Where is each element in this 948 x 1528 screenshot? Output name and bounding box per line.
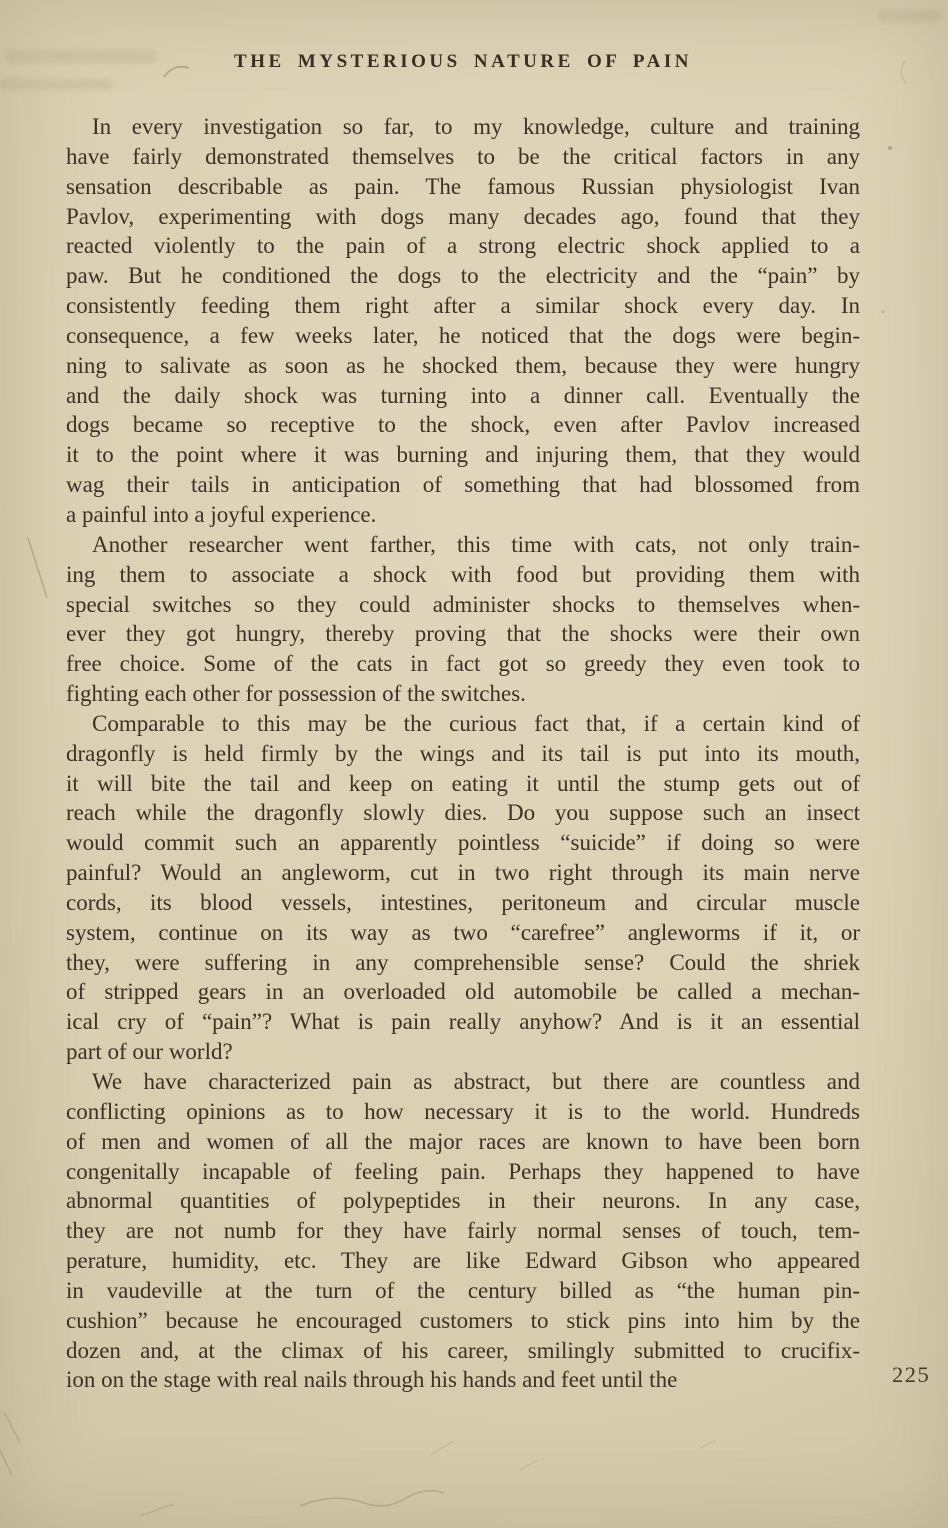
text-line: ever they got hungry, thereby proving that the shocks were their own	[66, 621, 860, 647]
text-line: abnormal quantities of polypeptides in their neurons. In any case,	[66, 1188, 860, 1214]
bleed-through-mark	[878, 10, 940, 22]
text-line: paw. But he conditioned the dogs to the electricity and the “pain” by	[66, 263, 860, 289]
text-line: congenitally incapable of feeling pain. Perhaps they happened to have	[66, 1158, 860, 1184]
text-line: would commit such an apparently pointless “suicide” if doing so were	[66, 830, 860, 856]
text-line: of men and women of all the major races are known to have been born	[66, 1128, 860, 1154]
text-line: Another researcher went farther, this time with cats, not only train-	[92, 531, 860, 557]
bleed-through-mark	[0, 79, 112, 90]
page-number: 225	[892, 1362, 931, 1387]
text-line: they are not numb for they have fairly normal senses of touch, tem-	[66, 1218, 860, 1244]
text-line: of stripped gears in an overloaded old automobile be called a mechan-	[66, 979, 860, 1005]
text-line: system, continue on its way as two “carefree” angleworms if it, or	[66, 919, 860, 945]
text-line: a painful into a joyful experience.	[66, 501, 377, 527]
text-line: dozen and, at the climax of his career, smilingly submitted to crucifix-	[66, 1337, 860, 1363]
text-line: ical cry of “pain”? What is pain really anyhow? And is it an essential	[66, 1009, 860, 1035]
text-line: in vaudeville at the turn of the century billed as “the human pin-	[66, 1277, 860, 1303]
running-header: THE MYSTERIOUS NATURE OF PAIN	[234, 51, 692, 72]
text-line: cushion” because he encouraged customers to stick pins into him by the	[66, 1307, 860, 1333]
text-line: fighting each other for possession of the switches.	[66, 681, 526, 707]
text-line: wag their tails in anticipation of something that had blossomed from	[66, 472, 860, 498]
text-line: it will bite the tail and keep on eating it until the stump gets out of	[66, 770, 860, 796]
text-line: free choice. Some of the cats in fact got so greedy they even took to	[66, 651, 860, 677]
text-line: reach while the dragonfly slowly dies. Do you suppose such an insect	[66, 800, 860, 826]
text-line: it to the point where it was burning and injuring them, that they would	[66, 442, 860, 468]
text-line: We have characterized pain as abstract, but there are countless and	[92, 1069, 860, 1094]
text-line: Pavlov, experimenting with dogs many decades ago, found that they	[66, 203, 860, 229]
text-line: conflicting opinions as to how necessary it is to the world. Hundreds	[66, 1098, 860, 1124]
text-line: ning to salivate as soon as he shocked them, because they were hungry	[66, 352, 860, 378]
paragraph	[66, 530, 860, 709]
text-line: part of our world?	[66, 1039, 233, 1065]
paragraph	[66, 112, 860, 530]
paragraph	[66, 1067, 860, 1395]
text-line: dragonfly is held firmly by the wings and its tail is put into its mouth,	[66, 740, 860, 766]
text-line: perature, humidity, etc. They are like Edward Gibson who appeared	[66, 1248, 860, 1274]
text-line: have fairly demonstrated themselves to be the critical factors in any	[66, 143, 860, 169]
text-line: In every investigation so far, to my knowledge, culture and training	[92, 114, 860, 139]
text-line: sensation describable as pain. The famous Russian physiologist Ivan	[66, 173, 860, 199]
text-line: cords, its blood vessels, intestines, peritoneum and circular muscle	[66, 889, 860, 915]
text-line: they, were suffering in any comprehensible sense? Could the shriek	[66, 949, 860, 975]
text-line: ing them to associate a shock with food but providing them with	[66, 561, 860, 587]
text-line: and the daily shock was turning into a dinner call. Eventually the	[66, 382, 860, 408]
text-line: consequence, a few weeks later, he noticed that the dogs were begin-	[66, 322, 860, 348]
text-line: painful? Would an angleworm, cut in two right through its main nerve	[66, 860, 860, 886]
paragraph	[66, 709, 860, 1067]
text-line: Comparable to this may be the curious fact that, if a certain kind of	[92, 710, 860, 736]
text-line: reacted violently to the pain of a strong electric shock applied to a	[66, 233, 860, 259]
text-line: ion on the stage with real nails through his hands and feet until the	[66, 1367, 678, 1393]
text-column	[66, 112, 860, 1395]
text-line: consistently feeding them right after a similar shock every day. In	[66, 293, 860, 319]
text-line: dogs became so receptive to the shock, even after Pavlov increased	[66, 412, 860, 438]
text-line: special switches so they could administer shocks to themselves when-	[66, 591, 860, 617]
